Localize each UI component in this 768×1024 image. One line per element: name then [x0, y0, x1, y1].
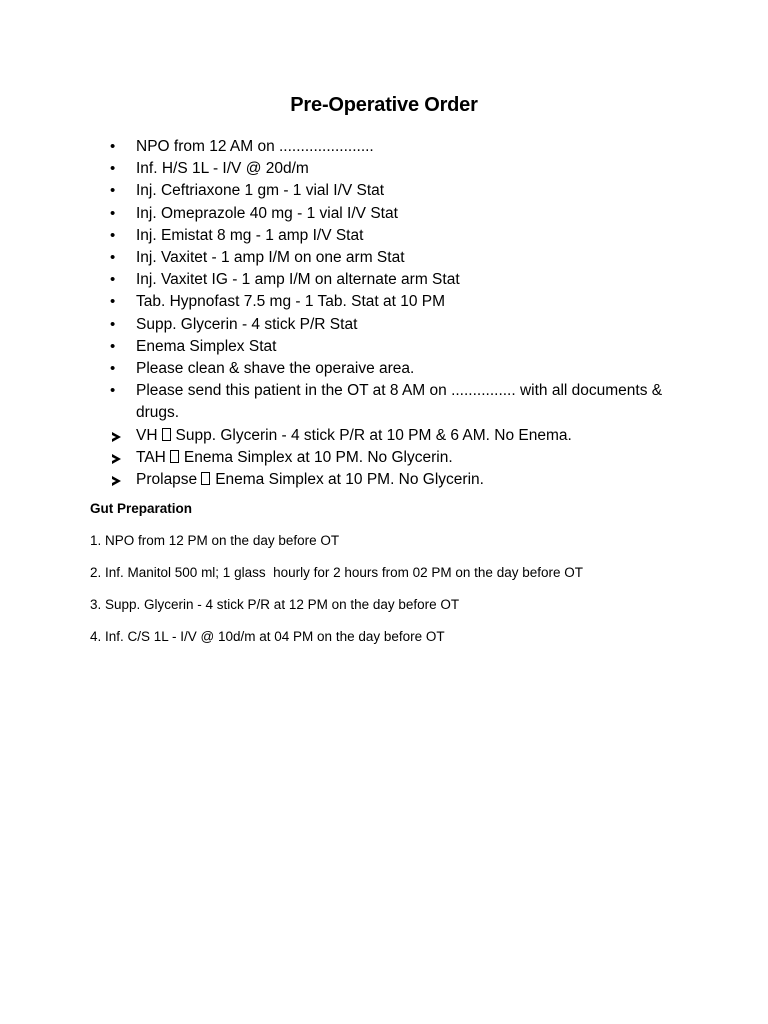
order-text: Inj. Vaxitet - 1 amp I/M on one arm Stat [136, 249, 405, 267]
bullet-icon: • [110, 382, 116, 400]
list-item [110, 314, 690, 336]
bullet-icon: • [110, 249, 116, 267]
arrow-bullet-icon [110, 426, 128, 449]
list-item [110, 291, 690, 313]
gut-preparation-step: 2. Inf. Manitol 500 ml; 1 glass hourly for 2 hours from 02 PM on the day before OT [90, 565, 583, 580]
order-text: Tab. Hypnofast 7.5 mg - 1 Tab. Stat at 10 PM [136, 293, 446, 311]
list-item [110, 336, 690, 358]
bullet-icon: • [110, 138, 116, 155]
procedure-text: Enema Simplex at 10 PM. No Glycerin. [183, 448, 453, 466]
order-text: Inj. Ceftriaxone 1 gm - 1 vial I/V Stat [136, 182, 385, 200]
arrow-bullet-icon [110, 470, 128, 493]
missing-glyph-icon [201, 472, 210, 485]
list-item [110, 380, 690, 424]
bullet-icon: • [110, 204, 116, 222]
procedure-item [110, 469, 690, 491]
procedure-item [110, 425, 690, 447]
order-text: NPO from 12 AM on ...................... [136, 138, 374, 155]
list-item [110, 225, 690, 247]
order-text: Inj. Emistat 8 mg - 1 amp I/V Stat [136, 226, 364, 244]
bullet-icon: • [110, 293, 116, 311]
bullet-icon: • [110, 271, 116, 289]
procedure-text: Enema Simplex at 10 PM. No Glycerin. [215, 471, 484, 489]
list-item [110, 269, 690, 291]
gut-preparation-step: 4. Inf. C/S 1L - I/V @ 10d/m at 04 PM on the day before OT [90, 629, 445, 644]
bullet-icon: • [110, 360, 116, 378]
order-list [110, 136, 690, 491]
procedure-label: Prolapse [136, 471, 198, 489]
gut-preparation-step: 1. NPO from 12 PM on the day before OT [90, 533, 340, 548]
bullet-icon: • [110, 337, 116, 355]
document-title: Pre-Operative Order [290, 94, 478, 116]
order-text: Inf. H/S 1L - I/V @ 20d/m [136, 160, 309, 178]
missing-glyph-icon [162, 428, 171, 441]
order-text: Please clean & shave the operaive area. [136, 360, 415, 378]
bullet-icon: • [110, 160, 116, 178]
list-item [110, 247, 690, 269]
list-item [110, 358, 690, 380]
gut-preparation-step: 3. Supp. Glycerin - 4 stick P/R at 12 PM on the day before OT [90, 597, 460, 612]
procedure-label: TAH [136, 448, 166, 466]
order-text: Enema Simplex Stat [136, 337, 277, 355]
bullet-icon: • [110, 315, 116, 333]
bullet-icon: • [110, 226, 116, 244]
bullet-icon: • [110, 182, 116, 200]
list-item [110, 158, 690, 180]
procedure-item [110, 447, 690, 469]
order-text: Inj. Vaxitet IG - 1 amp I/M on alternate arm Stat [136, 271, 460, 289]
gut-preparation-heading: Gut Preparation [90, 501, 193, 516]
list-item [110, 180, 690, 202]
order-text: Supp. Glycerin - 4 stick P/R Stat [136, 315, 358, 333]
order-text: Please send this patient in the OT at 8 AM on ............... with all documents & drugs. [136, 382, 663, 422]
arrow-bullet-icon [110, 448, 128, 471]
procedure-text: Supp. Glycerin - 4 stick P/R at 10 PM & 6 AM. No Enema. [175, 426, 572, 444]
procedure-label: VH [136, 426, 158, 444]
list-item [110, 203, 690, 225]
list-item [110, 136, 690, 158]
missing-glyph-icon [170, 450, 179, 463]
order-text: Inj. Omeprazole 40 mg - 1 vial I/V Stat [136, 204, 398, 222]
